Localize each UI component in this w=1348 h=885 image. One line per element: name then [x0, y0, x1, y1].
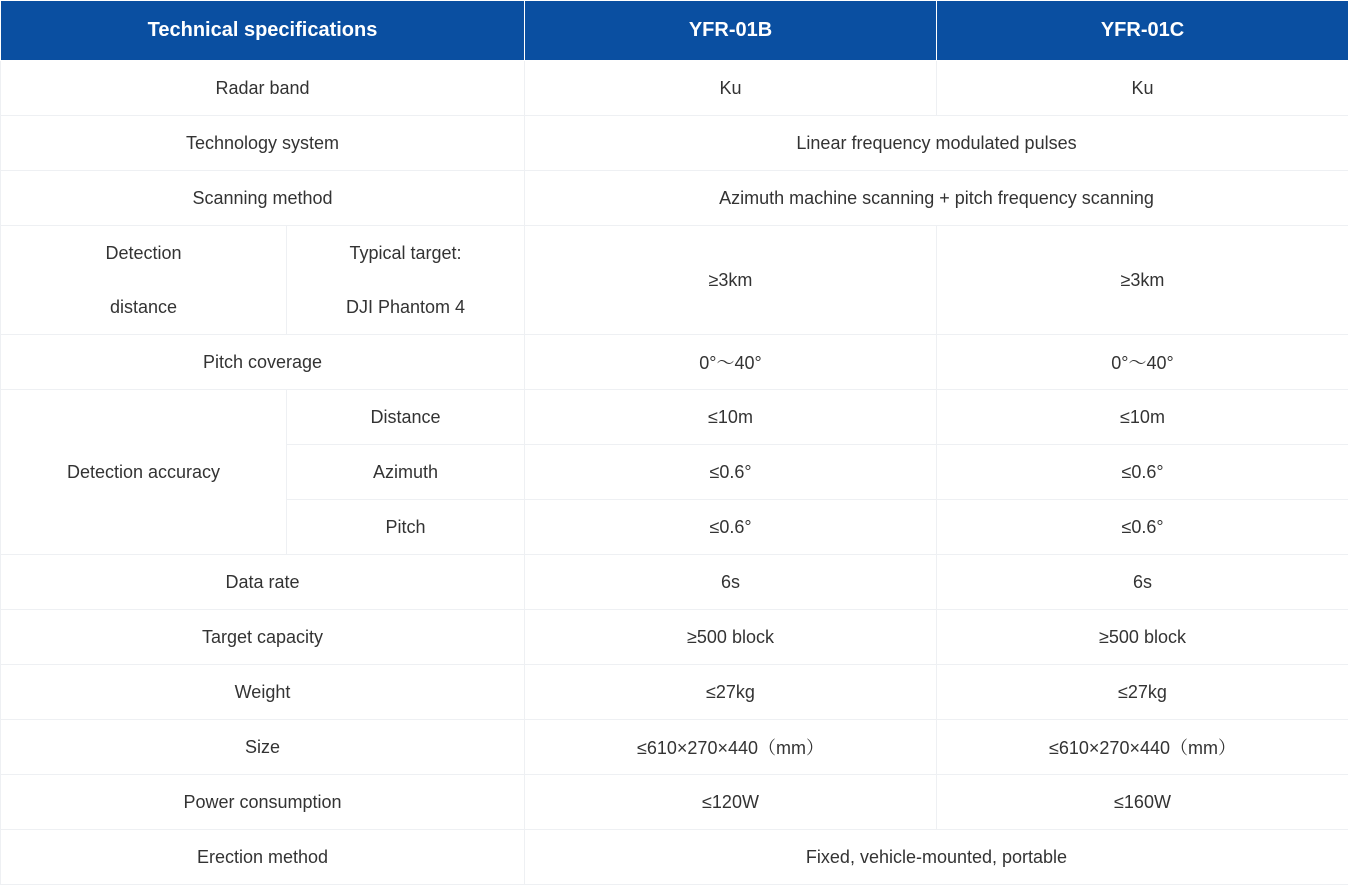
row-sublabel: Distance [287, 390, 525, 445]
table-row-power-consumption [1, 775, 1348, 830]
cell-model-b: ≤27kg [525, 665, 937, 720]
cell-model-c: ≤160W [937, 775, 1348, 830]
cell-shared: Fixed, vehicle-mounted, portable [525, 830, 1348, 885]
cell-model-b: ≤10m [525, 390, 937, 445]
cell-model-c: ≤0.6° [937, 445, 1348, 500]
row-sublabel-line1: Typical target: [287, 226, 524, 280]
row-label: Technology system [1, 116, 525, 171]
row-sublabel [287, 226, 525, 335]
table-row-weight [1, 665, 1348, 720]
cell-model-b: ≤0.6° [525, 445, 937, 500]
row-label: Detection accuracy [1, 390, 287, 555]
row-label: Data rate [1, 555, 525, 610]
cell-model-c: ≤27kg [937, 665, 1348, 720]
cell-model-c: ≥500 block [937, 610, 1348, 665]
table-row-scanning-method [1, 171, 1348, 226]
table-row-data-rate [1, 555, 1348, 610]
row-label-line2: distance [1, 280, 286, 334]
table-row-pitch-coverage [1, 335, 1348, 390]
row-label: Erection method [1, 830, 525, 885]
table-row-radar-band [1, 61, 1348, 116]
cell-model-b: 0°～40° [525, 335, 937, 390]
cell-shared: Linear frequency modulated pulses [525, 116, 1348, 171]
cell-model-c: ≤610×270×440（mm） [937, 720, 1348, 775]
cell-model-c: Ku [937, 61, 1348, 116]
header-spec-label: Technical specifications [1, 1, 525, 61]
table-header [1, 1, 1348, 61]
row-label: Size [1, 720, 525, 775]
cell-model-b: ≤120W [525, 775, 937, 830]
cell-model-c: ≤0.6° [937, 500, 1348, 555]
row-sublabel: Pitch [287, 500, 525, 555]
row-label: Power consumption [1, 775, 525, 830]
cell-shared: Azimuth machine scanning + pitch frequency scanning [525, 171, 1348, 226]
header-model-b: YFR-01B [525, 1, 937, 61]
row-label: Weight [1, 665, 525, 720]
row-label: Scanning method [1, 171, 525, 226]
cell-model-b: ≤0.6° [525, 500, 937, 555]
row-label: Target capacity [1, 610, 525, 665]
cell-model-c: ≤10m [937, 390, 1348, 445]
row-sublabel-line2: DJI Phantom 4 [287, 280, 524, 334]
cell-model-b: Ku [525, 61, 937, 116]
table-row-erection-method [1, 830, 1348, 885]
cell-model-b: ≥3km [525, 226, 937, 335]
cell-model-b: ≤610×270×440（mm） [525, 720, 937, 775]
table-row-size [1, 720, 1348, 775]
table-row-target-capacity [1, 610, 1348, 665]
row-sublabel: Azimuth [287, 445, 525, 500]
row-label-line1: Detection [1, 226, 286, 280]
table-row-technology-system [1, 116, 1348, 171]
cell-model-c: 6s [937, 555, 1348, 610]
row-label: Pitch coverage [1, 335, 525, 390]
cell-model-c: 0°～40° [937, 335, 1348, 390]
row-label: Radar band [1, 61, 525, 116]
table-row-detection-distance [1, 226, 1348, 335]
row-label [1, 226, 287, 335]
cell-model-c: ≥3km [937, 226, 1348, 335]
header-model-c: YFR-01C [937, 1, 1348, 61]
cell-model-b: ≥500 block [525, 610, 937, 665]
cell-model-b: 6s [525, 555, 937, 610]
table-row-detection-accuracy-distance [1, 390, 1348, 445]
